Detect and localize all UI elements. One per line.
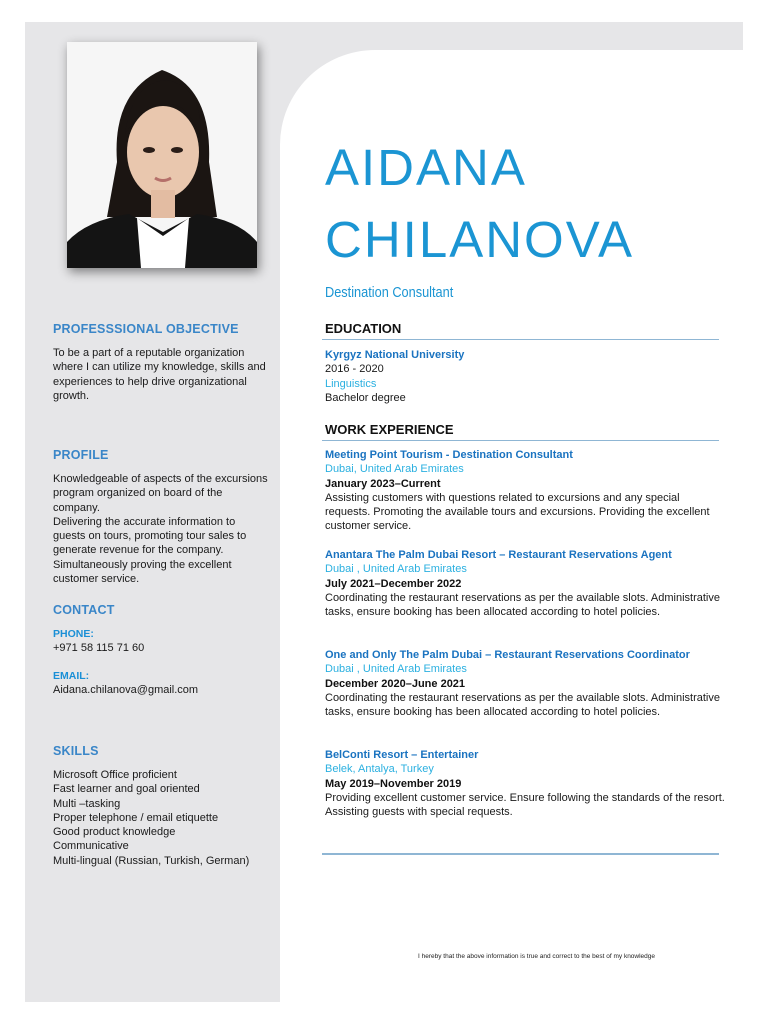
work-divider [322,440,719,441]
job-location: Dubai , United Arab Emirates [325,563,467,576]
bottom-divider [322,853,719,855]
skill-item: Communicative [53,840,129,853]
education-entry [325,348,725,405]
skill-item: Good product knowledge [53,826,176,839]
education-years: 2016 - 2020 [325,363,384,376]
job-entry [325,748,725,819]
job-entry [325,448,725,534]
job-location: Belek, Antalya, Turkey [325,763,434,776]
job-description: Coordinating the restaurant reservations as per the available slots. Administrative tasks, ensure booking has been allocated according to hotel policies. [325,691,720,719]
first-name: AIDANA [325,139,527,196]
objective-text: To be a part of a reputable organization where I can utilize my knowledge, skills and experiences to help drive organizational growth. [53,347,266,402]
education-divider [322,339,719,340]
skill-item: Fast learner and goal oriented [53,783,200,796]
profile-heading: PROFILE [53,448,109,462]
phone-label: PHONE: [53,628,94,640]
profile-text: Knowledgeable of aspects of the excursions program organized on board of the company. Delivering the accurate information to guests on tours, promoting tour sales to generate revenue for the company. Simultaneously proving the excellent customer service. [53,473,268,586]
job-dates: July 2021–December 2022 [325,577,462,590]
job-location: Dubai , United Arab Emirates [325,663,467,676]
skill-item: Proper telephone / email etiquette [53,811,219,824]
skill-item: Microsoft Office proficient [53,769,177,781]
skill-item: Multi-lingual (Russian, Turkish, German) [53,854,250,867]
education-field: Linguistics [325,377,377,390]
job-dates: May 2019–November 2019 [325,777,462,790]
job-entry [325,648,725,719]
education-heading: EDUCATION [325,321,402,336]
job-dates: December 2020–June 2021 [325,677,466,690]
job-title-text: One and Only The Palm Dubai – Restaurant Reservations Coordinator [325,649,690,661]
left-panel-tail [25,900,280,1002]
education-school: Kyrgyz National University [325,349,465,361]
contact-heading: CONTACT [53,603,115,617]
skill-item: Multi –tasking [53,797,121,810]
email-value[interactable]: Aidana.chilanova@gmail.com [53,684,199,696]
job-description: Coordinating the restaurant reservations as per the available slots. Administrative tasks, ensure booking has been allocated according to hotel policies. [325,591,720,619]
declaration-footer: I hereby that the above information is true and correct to the best of my knowledge [418,953,656,960]
main-content-background [280,50,768,1024]
education-degree: Bachelor degree [325,391,406,404]
profile-photo [67,42,257,268]
last-name: CHILANOVA [325,211,634,268]
job-title-text: Anantara The Palm Dubai Resort – Restaurant Reservations Agent [325,549,672,561]
skills-list [53,768,268,868]
phone-value: +971 58 115 71 60 [53,642,145,654]
job-description: Assisting customers with questions related to excursions and any special requests. Promoting the available tours and excursions. Providing the excellent customer service. [325,491,710,533]
job-entry [325,548,725,619]
job-dates: January 2023–Current [325,477,441,490]
job-title-text: Meeting Point Tourism - Destination Consultant [325,449,573,461]
job-title: Destination Consultant [325,284,454,301]
job-location: Dubai, United Arab Emirates [325,463,464,476]
skills-heading: SKILLS [53,744,99,758]
job-title-text: BelConti Resort – Entertainer [325,749,479,761]
work-heading: WORK EXPERIENCE [325,422,454,437]
objective-heading: PROFESSSIONAL OBJECTIVE [53,322,239,336]
job-description: Providing excellent customer service. Ensure following the standards of the resort. Assisting guests with special requests. [325,791,725,819]
email-label: EMAIL: [53,670,90,682]
